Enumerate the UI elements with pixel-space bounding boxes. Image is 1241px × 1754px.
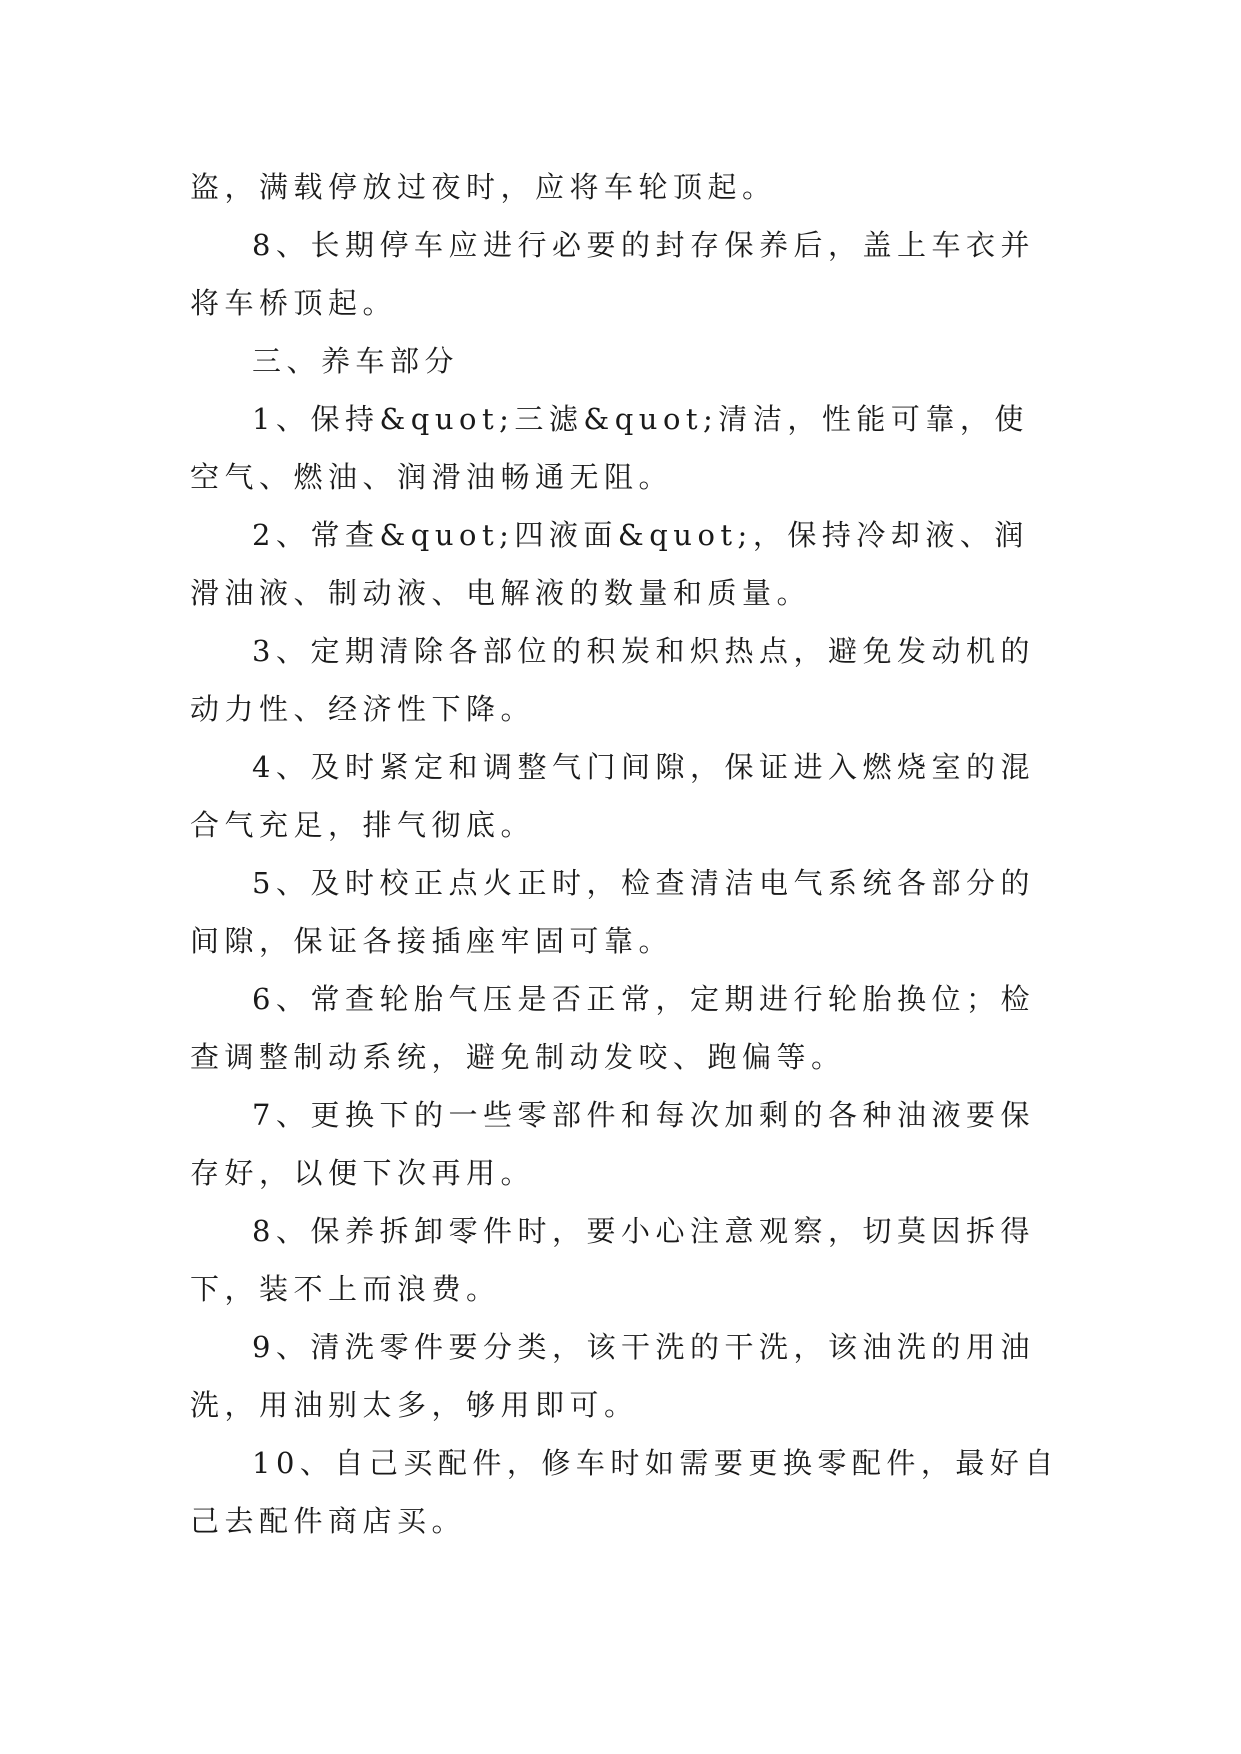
paragraph-item-4: 4、及时紧定和调整气门间隙，保证进入燃烧室的混合气充足，排气彻底。 xyxy=(190,750,1035,842)
paragraph-item-8: 8、保养拆卸零件时，要小心注意观察，切莫因拆得下，装不上而浪费。 xyxy=(190,1214,1035,1306)
paragraph-item-9: 9、清洗零件要分类，该干洗的干洗，该油洗的用油洗，用油别太多，够用即可。 xyxy=(190,1330,1035,1422)
paragraph-item-3: 3、定期清除各部位的积炭和炽热点，避免发动机的动力性、经济性下降。 xyxy=(190,634,1035,726)
paragraph-item-5: 5、及时校正点火正时，检查清洁电气系统各部分的间隙，保证各接插座牢固可靠。 xyxy=(190,866,1035,958)
document-body xyxy=(190,158,1060,1550)
section-heading: 三、养车部分 xyxy=(252,344,460,378)
paragraph-item-6: 6、常查轮胎气压是否正常，定期进行轮胎换位；检查调整制动系统，避免制动发咬、跑偏等。 xyxy=(190,982,1035,1074)
paragraph-item-10: 10、自己买配件，修车时如需要更换零配件，最好自己去配件商店买。 xyxy=(190,1446,1059,1538)
paragraph-item-2: 2、常查&quot;四液面&quot;，保持冷却液、润滑油液、制动液、电解液的数量和质量。 xyxy=(190,518,1029,610)
paragraph-continuation: 盗，满载停放过夜时，应将车轮顶起。 xyxy=(190,170,777,204)
paragraph-item-7: 7、更换下的一些零部件和每次加剩的各种油液要保存好，以便下次再用。 xyxy=(190,1098,1035,1190)
paragraph-item-1: 1、保持&quot;三滤&quot;清洁，性能可靠，使空气、燃油、润滑油畅通无阻。 xyxy=(190,402,1029,494)
paragraph-item-8-parking: 8、长期停车应进行必要的封存保养后，盖上车衣并将车桥顶起。 xyxy=(190,228,1035,320)
